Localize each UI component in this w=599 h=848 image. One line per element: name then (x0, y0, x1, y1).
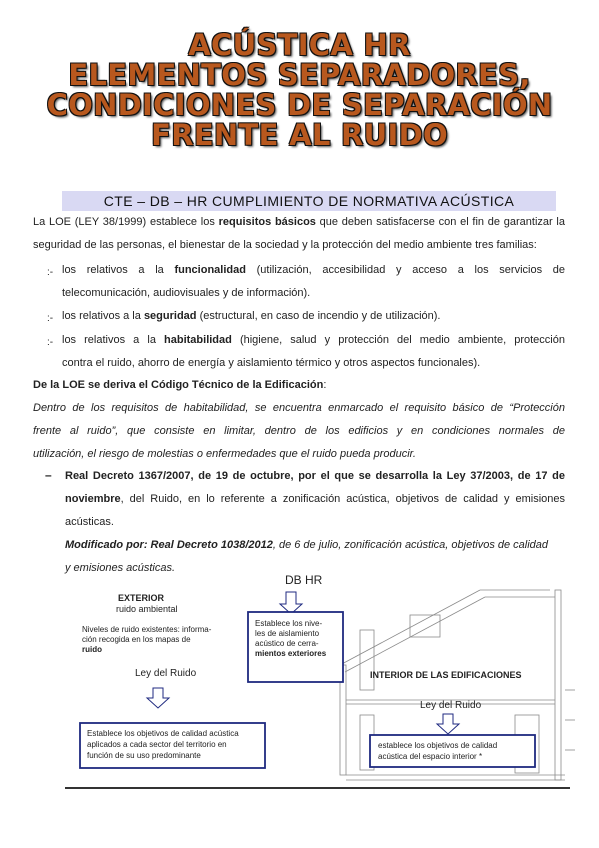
decree-modified-line-2: y emisiones acústicas. (65, 562, 176, 574)
right-box-line-2: acústica del espacio interior * (378, 752, 483, 761)
wall (555, 590, 561, 780)
dbhr-box-line-4: mientos exteriores (255, 649, 327, 658)
decree-modified-line (65, 534, 575, 557)
bullet-bold: habitabilidad (164, 334, 232, 346)
page-title (0, 30, 599, 150)
decree-line-1 (65, 465, 565, 488)
db-hr-label: DB HR (285, 573, 323, 587)
modified-text: , de 6 de julio, zonificación acústica, objetivos de calidad (272, 539, 549, 551)
bullet-bold: funcionalidad (174, 264, 246, 276)
bullet-marker: :- (47, 313, 54, 324)
window (410, 615, 440, 637)
bullet-text: (higiene, salud y protección del medio ambiente, protección (231, 334, 565, 346)
bullet-text: los relativos a la (62, 310, 144, 322)
bullet-1-line-1 (62, 259, 565, 282)
niveles-line-2: ción recogida en los mapas de (82, 635, 191, 644)
bullet-text: (utilización, accesibilidad y acceso a los servicios de (245, 264, 565, 276)
left-box-line-2: aplicados a cada sector del territorio en (87, 740, 227, 749)
niveles-line-1: Niveles de ruido existentes: informa- (82, 625, 212, 634)
decree-line-2 (65, 488, 565, 511)
title-line-4: FRENTE AL RUIDO (151, 118, 448, 152)
intro-bold: requisitos básicos (218, 216, 316, 228)
exterior-subtitle: ruido ambiental (116, 604, 178, 614)
bullet-1-line-2: telecomunicación, audiovisuales y de información). (62, 287, 311, 299)
bullet-3-line-2: contra el ruido, ahorro de energía y aislamiento térmico y otros aspectos funcionales). (62, 357, 481, 369)
title-line-1: ACÚSTICA HR (188, 28, 411, 62)
bullet-text: los relativos a la (62, 334, 165, 346)
exterior-title: EXTERIOR (118, 593, 165, 603)
niveles-line-3: ruido (82, 645, 102, 654)
intro-line-2: seguridad de las personas, el bienestar de la sociedad y la protección del medio ambiente tres familias: (33, 239, 537, 251)
italic-line-1: Dentro de los requisitos de habitabilidad, se encuentra enmarcado el requisito básico de “Protección (33, 402, 565, 414)
intro-line-1 (33, 211, 565, 234)
left-box-line-1: Establece los objetivos de calidad acústica (87, 729, 239, 738)
intro-text: La LOE (LEY 38/1999) establece los (33, 216, 219, 228)
ley-ruido-right: Ley del Ruido (420, 700, 482, 711)
acoustics-diagram (60, 570, 575, 795)
dbhr-box-line-2: les de aislamiento (255, 629, 320, 638)
down-arrow-icon (437, 714, 459, 734)
title-line-3: CONDICIONES DE SEPARACIÓN (46, 88, 553, 122)
down-arrow-icon (147, 688, 169, 708)
intro-text: que deben satisfacerse con el fin de garantizar la (315, 216, 565, 228)
italic-line-2: frente al ruido”, que consiste en limitar, dentro de los edificios y en condiciones normales de (33, 425, 565, 437)
decree-line-3: acústicas. (65, 516, 114, 528)
decree-text: , del Ruido, en lo referente a zonificación acústica, objetivos de calidad y emisiones (120, 493, 565, 505)
section-heading: CTE – DB – HR CUMPLIMIENTO DE NORMATIVA ACÚSTICA (62, 191, 556, 211)
bullet-bold: seguridad (143, 310, 197, 322)
derive-bold: De la LOE se deriva el Código Técnico de la Edificación (33, 379, 324, 391)
bullet-text: los relativos a la (62, 264, 175, 276)
modified-bold: Modificado por: Real Decreto 1038/2012 (65, 539, 273, 551)
decree-dash: – (45, 468, 52, 482)
decree-bold: Real Decreto 1367/2007, de 19 de octubre, por el que se desarrolla la Ley 37/2003, de 17 de (65, 470, 565, 482)
bullet-marker: :- (47, 337, 54, 348)
down-arrow-icon (280, 592, 302, 614)
interior-title: INTERIOR DE LAS EDIFICACIONES (370, 670, 522, 680)
right-box-line-1: establece los objetivos de calidad (378, 741, 498, 750)
objetivos-interior-box (370, 735, 535, 767)
ley-ruido-left: Ley del Ruido (135, 668, 197, 679)
derive-colon: : (323, 379, 327, 391)
title-line-2: ELEMENTOS SEPARADORES, (68, 58, 531, 92)
bullet-text: (estructural, en caso de incendio y de utilización). (196, 310, 441, 322)
dbhr-box-line-1: Establece los nive- (255, 619, 323, 628)
roof-line (345, 597, 485, 672)
bullet-2 (62, 305, 565, 328)
bullet-marker: :- (47, 267, 54, 278)
left-box-line-3: función de su uso predominante (87, 751, 201, 760)
decree-bold: noviembre (65, 493, 121, 505)
derive-line (33, 374, 573, 397)
bullet-3-line-1 (62, 329, 565, 352)
italic-line-3: utilización, el riesgo de molestias o enfermedades que el ruido pueda producir. (33, 448, 416, 460)
dbhr-box-line-3: acústico de cerra- (255, 639, 319, 648)
